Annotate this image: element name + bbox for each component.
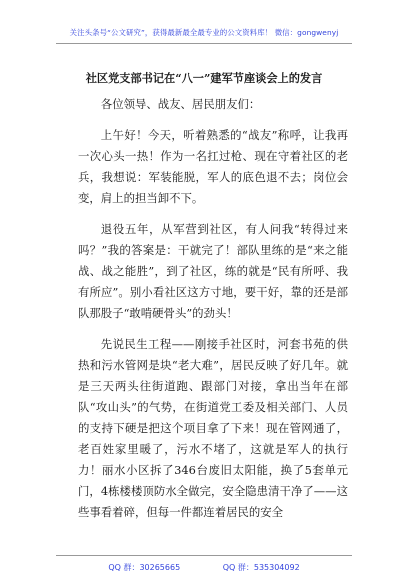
- document-title: 社区党支部书记在“八一”建军节座谈会上的发言: [85, 71, 323, 85]
- header-banner: 关注头条号“公文研究”，获得最新最全最专业的公文资料库！ 微信：gongwenyj: [69, 28, 339, 37]
- footer-divider: [56, 555, 352, 556]
- document-body: [78, 94, 348, 523]
- footer-qq-group-1: QQ 群：30265665: [108, 563, 181, 572]
- footer: [0, 562, 408, 573]
- header-divider: [56, 43, 352, 44]
- salutation: 各位领导、战友、居民朋友们：: [100, 97, 261, 111]
- paragraph-1: 上午好！今天，听着熟悉的“战友”称呼，让我再一次心头一热！作为一名扛过枪、现在守着社区的老兵，我想说：军装能脱，军人的底色退不去；岗位会变，肩上的担当卸不下。: [78, 128, 348, 205]
- paragraph-2: 退役五年，从军营到社区，有人问我“转得过来吗？”我的答案是：干就完了！部队里练的是“来之能战、战之能胜”，到了社区，练的就是“民有所呼、我有所应”。别小看社区这方寸地，要干好，靠的还是部队那股子“敢啃硬骨头”的劲头！: [78, 222, 348, 320]
- paragraph-3: 先说民生工程——刚接手社区时，河套书苑的供热和污水管网是块“老大难”，居民反映了好几年。就是三天两头往街道跑、跟部门对接，拿出当年在部队“攻山头”的气势，在街道党工委及相关部门、人员的支持下硬是把这个项目拿了下来！现在管网通了，老百姓家里暖了，污水不堵了，这就是军人的执行力！丽水小区拆了346台废旧太阳能，换了5套单元门，4栋楼楼顶防水全做完，安全隐患清干净了——这些事看着碎，但每一件都连着居民的安全: [78, 337, 348, 519]
- footer-qq-group-2: QQ 群：535304092: [222, 563, 300, 572]
